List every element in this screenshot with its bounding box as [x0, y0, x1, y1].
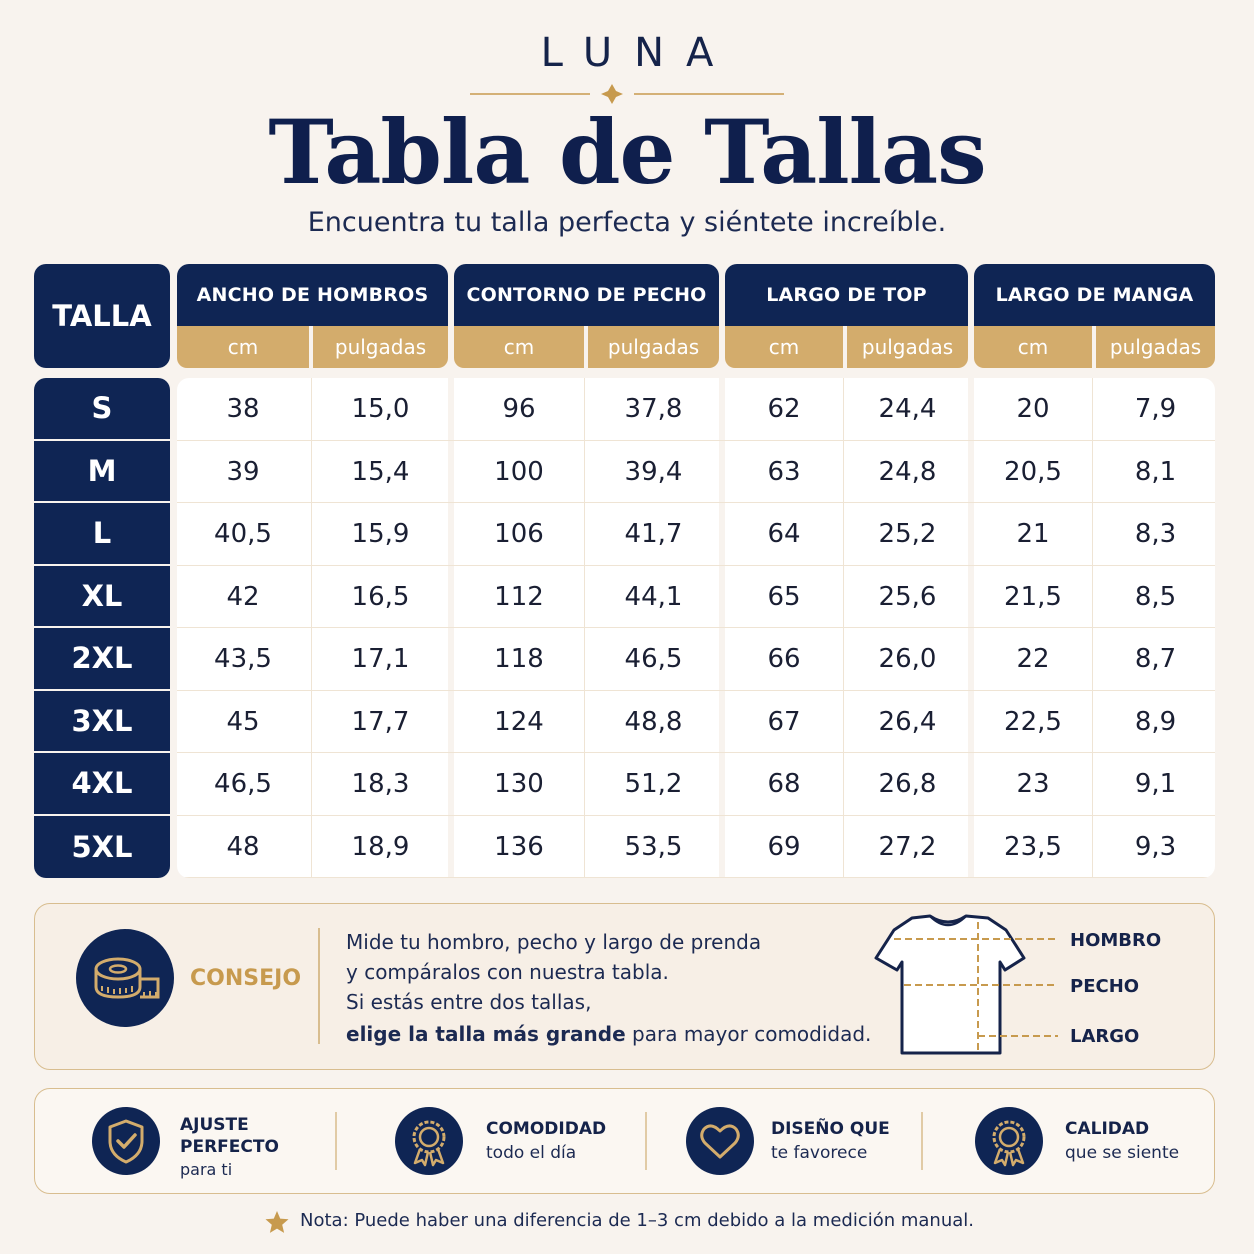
- table-cell: 18,9: [351, 831, 410, 862]
- table-cell: 44,1: [624, 581, 683, 612]
- table-cell: 43,5: [214, 644, 272, 675]
- size-label: M: [34, 441, 170, 504]
- size-column: [34, 378, 170, 878]
- table-cell: 66: [767, 644, 801, 675]
- table-cell: 48,8: [624, 706, 683, 737]
- table-row: [177, 691, 1215, 754]
- table-row: [177, 378, 1215, 441]
- tip-emphasis: elige la talla más grande: [346, 1022, 626, 1046]
- size-label: XL: [34, 566, 170, 629]
- table-cell: 23,5: [1004, 831, 1062, 862]
- feature-icon-badge: [395, 1107, 463, 1175]
- table-cell: 112: [494, 581, 544, 612]
- table-row: [177, 628, 1215, 691]
- tape-measure-icon-badge: [76, 929, 174, 1027]
- table-cell: 53,5: [624, 831, 683, 862]
- table-cell: 15,9: [351, 519, 410, 550]
- table-cell: 20: [1016, 394, 1050, 425]
- table-cell: 21,5: [1004, 581, 1062, 612]
- tip-text-line: y compáralos con nuestra tabla.: [346, 960, 669, 984]
- size-label: 2XL: [34, 628, 170, 691]
- group-header-top-length: LARGO DE TOP: [725, 264, 968, 326]
- feature-title: AJUSTE: [180, 1115, 249, 1135]
- table-row: [177, 753, 1215, 816]
- tape-measure-icon: [76, 929, 174, 1027]
- feature-subtitle: te favorece: [771, 1143, 868, 1163]
- tip-text-line: Si estás entre dos tallas,: [346, 990, 592, 1014]
- table-cell: 26,0: [878, 644, 937, 675]
- shield-check-icon: [92, 1107, 160, 1175]
- table-cell: 24,8: [878, 456, 937, 487]
- table-cell: 25,2: [878, 519, 937, 550]
- table-cell: 48: [226, 831, 260, 862]
- table-cell: 22,5: [1004, 706, 1062, 737]
- feature-title: PERFECTO: [180, 1137, 279, 1157]
- table-cell: 65: [767, 581, 801, 612]
- feature-icon-badge: [92, 1107, 160, 1175]
- unit-header-cm: cm: [725, 326, 843, 368]
- table-cell: 39: [226, 456, 260, 487]
- table-cell: 15,0: [351, 394, 410, 425]
- tip-text-line: [346, 1022, 871, 1046]
- unit-header-in: pulgadas: [588, 326, 719, 368]
- table-cell: 51,2: [624, 769, 683, 800]
- measure-label-shoulder: HOMBRO: [1070, 930, 1162, 951]
- brand-logo: LUNA: [540, 30, 736, 76]
- table-cell: 15,4: [351, 456, 410, 487]
- table-row: [177, 566, 1215, 629]
- group-header-shoulders: ANCHO DE HOMBROS: [177, 264, 448, 326]
- feature-divider: [921, 1112, 923, 1170]
- table-cell: 23: [1016, 769, 1050, 800]
- table-cell: 20,5: [1004, 456, 1062, 487]
- unit-header-in: pulgadas: [1096, 326, 1215, 368]
- unit-header-cm: cm: [177, 326, 309, 368]
- feature-title: COMODIDAD: [486, 1119, 607, 1139]
- unit-header-in: pulgadas: [313, 326, 448, 368]
- page-title: Tabla de Tallas: [268, 100, 986, 204]
- feature-title: CALIDAD: [1065, 1119, 1150, 1139]
- table-row: [177, 816, 1215, 879]
- table-cell: 130: [494, 769, 544, 800]
- table-cell: 8,5: [1134, 581, 1177, 612]
- feature-subtitle: todo el día: [486, 1143, 577, 1163]
- table-cell: 45: [226, 706, 260, 737]
- table-row: [177, 441, 1215, 504]
- table-cell: 46,5: [214, 769, 272, 800]
- heart-icon: [686, 1107, 754, 1175]
- feature-subtitle: para ti: [180, 1160, 233, 1179]
- size-label: S: [34, 378, 170, 441]
- tshirt-measure-diagram: [868, 908, 1068, 1063]
- table-cell: 106: [494, 519, 544, 550]
- table-cell: 40,5: [214, 519, 272, 550]
- table-cell: 18,3: [351, 769, 410, 800]
- size-label: 4XL: [34, 753, 170, 816]
- size-label: L: [34, 503, 170, 566]
- size-column-header: TALLA: [34, 264, 170, 368]
- table-cell: 68: [767, 769, 801, 800]
- table-cell: 39,4: [624, 456, 683, 487]
- table-cell: 8,7: [1134, 644, 1177, 675]
- page-subtitle: Encuentra tu talla perfecta y siéntete increíble.: [307, 207, 947, 238]
- table-cell: 41,7: [624, 519, 683, 550]
- quality-badge-icon: [975, 1107, 1043, 1175]
- unit-header-in: pulgadas: [847, 326, 968, 368]
- feature-icon-badge: [686, 1107, 754, 1175]
- group-header-sleeve-length: LARGO DE MANGA: [974, 264, 1215, 326]
- table-cell: 67: [767, 706, 801, 737]
- feature-title: DISEÑO QUE: [771, 1119, 890, 1139]
- measure-label-chest: PECHO: [1070, 976, 1140, 997]
- table-cell: 16,5: [351, 581, 410, 612]
- table-cell: 26,8: [878, 769, 937, 800]
- star-icon: [264, 1210, 290, 1234]
- table-cell: 9,1: [1134, 769, 1177, 800]
- size-label: 5XL: [71, 829, 133, 864]
- table-cell: 9,3: [1134, 831, 1177, 862]
- table-cell: 27,2: [878, 831, 937, 862]
- table-cell: 37,8: [624, 394, 683, 425]
- table-cell: 63: [767, 456, 801, 487]
- table-cell: 96: [502, 394, 536, 425]
- table-cell: 17,7: [351, 706, 410, 737]
- table-cell: 64: [767, 519, 801, 550]
- tip-divider: [318, 928, 320, 1044]
- tip-text-rest: para mayor comodidad.: [625, 1022, 872, 1046]
- size-table-body: [177, 378, 1215, 878]
- table-cell: 100: [494, 456, 544, 487]
- unit-header-cm: cm: [454, 326, 584, 368]
- table-cell: 38: [226, 394, 260, 425]
- table-cell: 8,3: [1134, 519, 1177, 550]
- unit-header-cm: cm: [974, 326, 1092, 368]
- table-cell: 25,6: [878, 581, 937, 612]
- table-cell: 7,9: [1134, 394, 1177, 425]
- size-label: 3XL: [34, 691, 170, 754]
- table-cell: 124: [494, 706, 544, 737]
- tip-label: CONSEJO: [190, 966, 302, 991]
- feature-divider: [335, 1112, 337, 1170]
- table-cell: 69: [767, 831, 801, 862]
- tip-text-line: Mide tu hombro, pecho y largo de prenda: [346, 930, 762, 954]
- table-cell: 21: [1016, 519, 1050, 550]
- footnote: Nota: Puede haber una diferencia de 1–3 cm debido a la medición manual.: [300, 1210, 974, 1231]
- group-header-chest: CONTORNO DE PECHO: [454, 264, 719, 326]
- table-cell: 136: [494, 831, 544, 862]
- measure-label-length: LARGO: [1070, 1026, 1140, 1047]
- feature-subtitle: que se siente: [1065, 1143, 1180, 1163]
- table-cell: 26,4: [878, 706, 937, 737]
- table-row: [177, 503, 1215, 566]
- feature-icon-badge: [975, 1107, 1043, 1175]
- table-cell: 22: [1016, 644, 1050, 675]
- table-cell: 46,5: [624, 644, 683, 675]
- table-cell: 24,4: [878, 394, 937, 425]
- table-cell: 62: [767, 394, 801, 425]
- table-cell: 8,9: [1134, 706, 1177, 737]
- feature-divider: [645, 1112, 647, 1170]
- table-cell: 42: [226, 581, 260, 612]
- table-cell: 17,1: [351, 644, 410, 675]
- table-cell: 8,1: [1134, 456, 1177, 487]
- award-badge-icon: [395, 1107, 463, 1175]
- table-cell: 118: [494, 644, 544, 675]
